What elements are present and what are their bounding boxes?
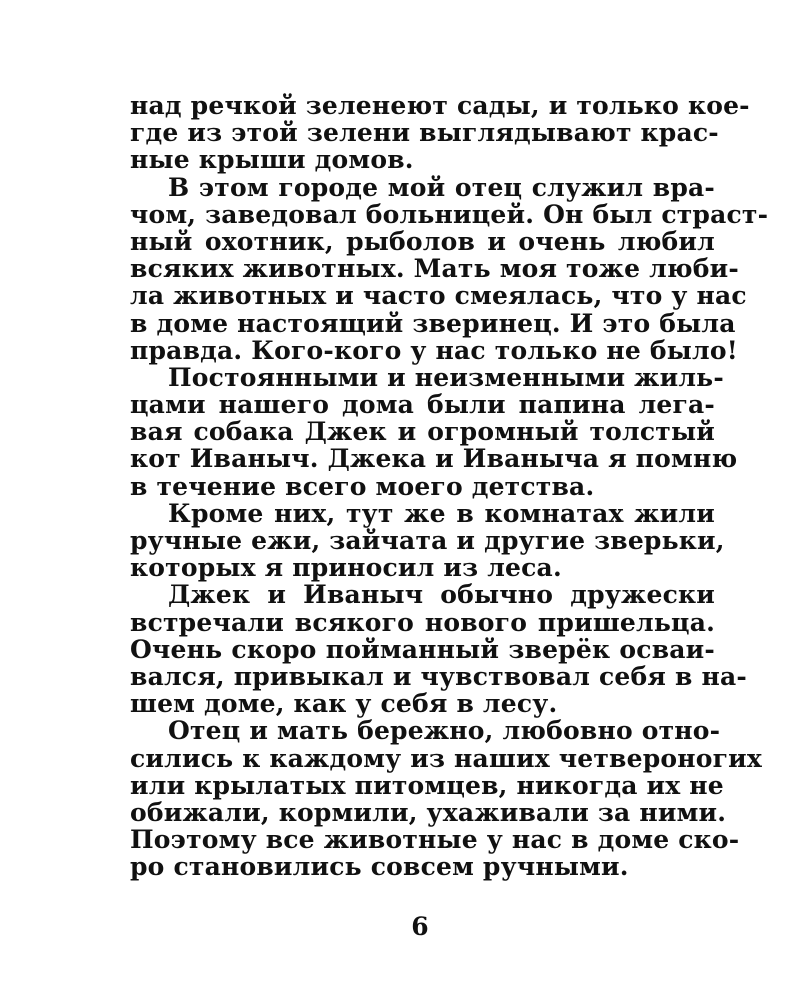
text-line: ные крыши домов. — [130, 145, 414, 175]
page-body — [130, 91, 769, 882]
text-line: Поэтому все животные у нас в доме ско- — [130, 825, 740, 855]
text-line: кот Иваныч. Джека и Иваныча я помню — [130, 444, 738, 474]
text-line: Отец и мать бережно, любовно отно- — [168, 716, 721, 746]
text-line: ный охотник, рыболов и очень любил — [130, 226, 715, 256]
text-line: Кроме них, тут же в комнатах жили — [168, 498, 715, 528]
text-line: Джек и Иваныч обычно дружески — [168, 580, 715, 610]
text-line: где из этой зелени выглядывают крас- — [130, 118, 719, 148]
text-line: вался, привыкал и чувствовал себя в на- — [130, 661, 747, 691]
text-line: цами нашего дома были папина лега- — [130, 390, 715, 420]
text-line: обижали, кормили, ухаживали за ними. — [130, 797, 727, 827]
text-line: Очень скоро пойманный зверёк осваи- — [130, 634, 715, 664]
text-line: всяких животных. Мать моя тоже люби- — [130, 254, 739, 284]
text-line: правда. Кого-кого у нас только не было! — [130, 335, 738, 365]
text-line: которых я приносил из леса. — [130, 553, 562, 583]
text-line: или крылатых питомцев, никогда их не — [130, 770, 724, 800]
text-line: ручные ежи, зайчата и другие зверьки, — [130, 526, 725, 555]
text-line: встречали всякого нового пришельца. — [130, 607, 715, 637]
text-line: чом, заведовал больницей. Он был страст- — [130, 199, 769, 229]
text-line: В этом городе мой отец служил вра- — [168, 172, 715, 202]
text-line: в доме настоящий зверинец. И это была — [130, 308, 736, 338]
text-line: шем доме, как у себя в лесу. — [130, 689, 558, 719]
text-line: над речкой зеленеют сады, и только кое- — [130, 91, 750, 120]
text-line: ла животных и часто смеялась, что у нас — [130, 281, 747, 311]
text-line: вая собака Джек и огромный толстый — [130, 417, 715, 447]
text-line: сились к каждому из наших четвероногих — [130, 743, 763, 773]
page-number: 6 — [411, 912, 429, 941]
text-line: Постоянными и неизменными жиль- — [168, 362, 724, 392]
text-line: в течение всего моего детства. — [130, 471, 595, 501]
text-line: ро становились совсем ручными. — [130, 852, 629, 882]
